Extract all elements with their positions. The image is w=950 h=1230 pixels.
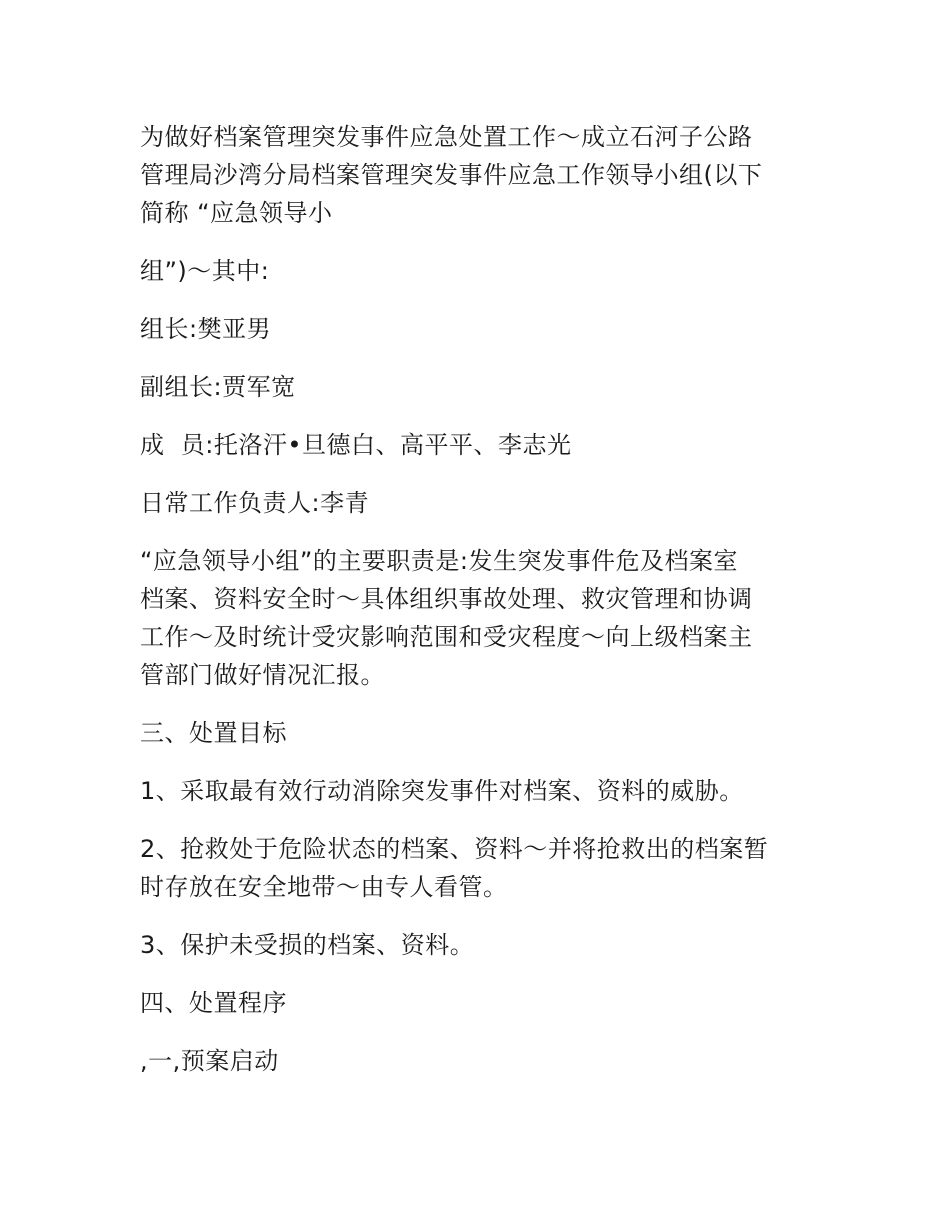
subsection-heading-activation: ,一,预案启动 [140,1047,279,1075]
text-line: 简称 “应急领导小 [140,199,333,227]
text-line: 时存放在安全地带～由专人看管。 [140,873,508,901]
deputy-leader-line: 副组长:贾军宽 [140,373,296,401]
intro-paragraph [140,118,812,232]
section-heading-goals: 三、处置目标 [140,719,287,747]
group-leader-line: 组长:樊亚男 [140,315,272,343]
members-line: 成 员:托洛汗•旦德白、高平平、李志光 [140,431,572,459]
goal-item-2 [140,830,812,906]
text-line: 2、抢救处于危险状态的档案、资料～并将抢救出的档案暂 [140,835,769,863]
daily-responsible-line: 日常工作负责人:李青 [140,489,370,517]
text-line: 管部门做好情况汇报。 [140,661,385,689]
text-line: 管理局沙湾分局档案管理突发事件应急工作领导小组(以下 [140,161,763,189]
goal-item-1: 1、采取最有效行动消除突发事件对档案、资料的威胁。 [140,777,744,805]
section-heading-procedure: 四、处置程序 [140,989,287,1017]
intro-continuation: 组”)～其中: [140,257,270,285]
document-page [140,118,812,1100]
duties-paragraph [140,542,812,694]
text-line: “应急领导小组”的主要职责是:发生突发事件危及档案室 [140,547,738,575]
text-line: 档案、资料安全时～具体组织事故处理、救灾管理和协调 [140,585,753,613]
text-line: 为做好档案管理突发事件应急处置工作～成立石河子公路 [140,123,753,151]
goal-item-3: 3、保护未受损的档案、资料。 [140,931,475,959]
text-line: 工作～及时统计受灾影响范围和受灾程度～向上级档案主 [140,623,753,651]
